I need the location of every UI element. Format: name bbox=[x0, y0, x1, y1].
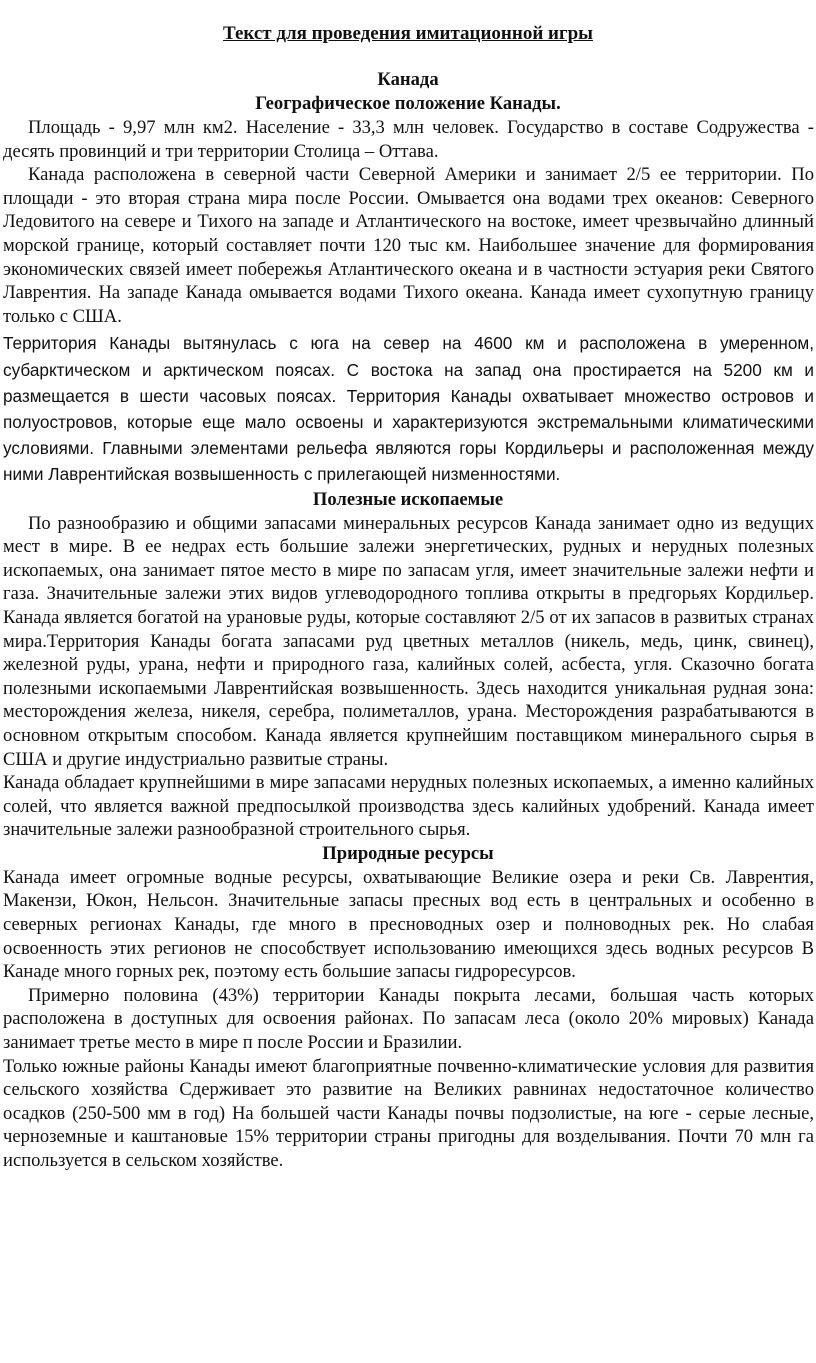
minerals-paragraph-2: Канада обладает крупнейшими в мире запасами нерудных полезных ископаемых, а именно калийных солей, что является важной предпосылкой производства здесь калийных удобрений. Канада имеет значительные залежи разнообразной строительного сырья. bbox=[3, 772, 814, 841]
minerals-heading: Полезные ископаемые bbox=[312, 488, 504, 510]
natural-paragraph-3: Только южные районы Канады имеют благоприятные почвенно-климатические условия для развития сельского хозяйства Сдерживает это развитие на Великих равнинах недостаточное количество осадков (250-500 мм в год) На большей части Канады почвы подзолистые, на юге - серые лесные, черноземные и каштановые 15% территории страны пригодны для возделывания. Почти 70 млн га используется в сельском хозяйстве. bbox=[3, 1055, 814, 1171]
geo-paragraph-1: Площадь - 9,97 млн км2. Население - 33,3 млн человек. Государство в составе Содружества - десять провинций и три территории Столица – Оттава. bbox=[3, 117, 814, 162]
document-title: Текст для проведения имитационной игры bbox=[223, 23, 593, 44]
country-heading: Канада bbox=[377, 69, 439, 90]
geo-paragraph-2: Канада расположена в северной части Северной Америки и занимает 2/5 ее территории. По площади - это вторая страна мира после России. Омывается она водами трех океанов: Северного Ледовитого на севере и Тихого на западе и Атлантического на востоке, имеет чрезвычайно длинный морской границе, который составляет почти 120 тыс км. Наибольшее значение для формирования экономических связей имеет побережья Атлантического океана и в частности эстуария реки Святого Лаврентия. На западе Канада омывается водами Тихого океана. Канада имеет сухопутную границу только с США. bbox=[3, 164, 814, 327]
minerals-paragraph-1: По разнообразию и общими запасами минеральных ресурсов Канада занимает одно из ведущих мест в мире. В ее недрах есть большие залежи энергетических, рудных и нерудных полезных ископаемых, она занимает пятое место в мире по запасам угля, имеет значительные залежи нефти и газа. Значительные залежи этих видов углеводородного топлива открыты в предгорьях Кордильер. Канада является богатой на урановые руды, которые составляют 2/5 от их запасов в развитых странах мира.Территория Канады богата запасами руд цветных металлов (никель, медь, цинк, свинец), железной руды, урана, нефти и природного газа, калийных солей, асбеста, угля. Сказочно богата полезными ископаемыми Лаврентийская возвышенность. Здесь находится уникальная рудная зона: месторождения железа, никеля, серебра, полиметаллов, урана. Месторождения разрабатываются в основном открытым способом. Канада является крупнейшим поставщиком минерального сырья в США и другие индустриально развитые страны. bbox=[3, 512, 814, 770]
natural-paragraph-2: Примерно половина (43%) территории Канады покрыта лесами, большая часть которых расположена в доступных для освоения районах. По запасам леса (около 20% мировых) Канада занимает третье место в мире п после России и Бразилии. bbox=[3, 984, 814, 1054]
geo-heading: Географическое положение Канады. bbox=[255, 93, 561, 114]
natural-resources-heading: Природные ресурсы bbox=[322, 842, 494, 864]
natural-paragraph-1: Канада имеет огромные водные ресурсы, охватывающие Великие озера и реки Св. Лаврентия, Макензи, Юкон, Нельсон. Значительные запасы пресных вод есть в центральных и особенно в северных регионах Канады, где много в пресноводных озер и полноводных рек. Но слабая освоенность этих регионов не способствует использованию имеющихся здесь водных ресурсов В Канаде много горных рек, поэтому есть большие запасы гидроресурсов. bbox=[3, 866, 814, 983]
geo-paragraph-3: Территория Канады вытянулась с юга на север на 4600 км и расположена в умеренном, субарктическом и арктическом поясах. С востока на запад она простирается на 5200 км и размещается в шести часовых поясах. Территория Канады охватывает множество островов и полуостровов, которые еще мало освоены и характеризуются экстремальными климатическими условиями. Главными элементами рельефа являются горы Кордильеры и расположенная между ними Лаврентийская возвышенность с прилегающей низменностями. bbox=[3, 333, 814, 485]
